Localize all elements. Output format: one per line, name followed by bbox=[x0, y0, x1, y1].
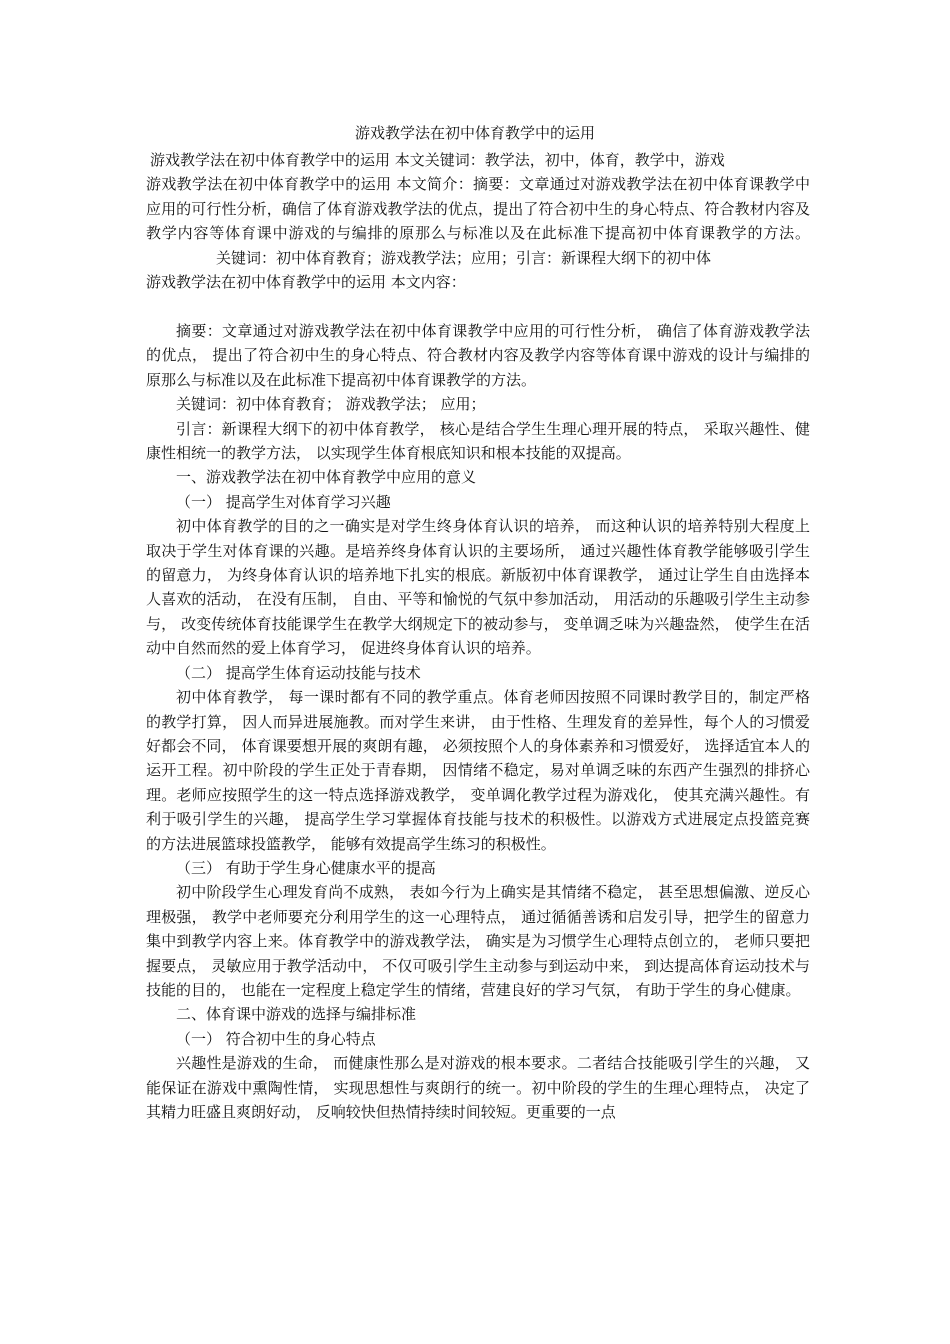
subsection-heading: （一） 符合初中生的身心特点 bbox=[176, 1029, 376, 1048]
meta-keywords: 游戏教学法在初中体育教学中的运用 本文关键词：教学法，初中，体育，教学中，游戏 bbox=[150, 151, 725, 169]
meta-content-label: 游戏教学法在初中体育教学中的运用 本文内容： bbox=[146, 273, 466, 292]
body-paragraph: 初中体育教学， 每一课时都有不同的教学重点。体育老师因按照不同课时教学目的，制定严格的教学打算， 因人而异进展施教。而对学生来讲， 由于性格、生理发育的差异性，每个人的习惯爱好都会不同， 体育课要想开展的爽朗有趣， 必须按照个人的身体素养和习惯爱好， 选择适宜本人的运开工程。初中阶段的学生正处于青春期， 因情绪不稳定，易对单调乏味的东西产生强烈的排挤心理。老师应按照学生的这一特点选择游戏教学， 变单调化教学过程为游戏化， 使其充满兴趣性。有利于吸引学生的兴趣， 提高学生学习掌握体育技能与技术的积极性。以游戏方式进展定点投篮竞赛的方法进展篮球投篮教学， 能够有效提高学生练习的积极性。 bbox=[146, 688, 810, 853]
body-paragraph: 初中阶段学生心理发育尚不成熟， 表如今行为上确实是其情绪不稳定， 甚至思想偏激、逆反心理极强， 教学中老师要充分利用学生的这一心理特点， 通过循循善诱和启发引导，把学生的留意力集中到教学内容上来。体育教学中的游戏教学法， 确实是为习惯学生心理特点创立的， 老师只要把握要点， 灵敏应用于教学活动中， 不仅可吸引学生主动参与到运动中来， 到达提高体育运动技术与技能的目的， 也能在一定程度上稳定学生的情绪，营建良好的学习气氛， 有助于学生的身心健康。 bbox=[146, 883, 810, 999]
subsection-heading: （三） 有助于学生身心健康水平的提高 bbox=[176, 858, 436, 877]
subsection-heading: （二） 提高学生体育运动技能与技术 bbox=[176, 663, 421, 682]
body-paragraph: 初中体育教学的目的之一确实是对学生终身体育认识的培养， 而这种认识的培养特别大程度上取决于学生对体育课的兴趣。是培养终身体育认识的主要场所， 通过兴趣性体育教学能够吸引学生的留意力， 为终身体育认识的培养地下扎实的根底。新版初中体育课教学， 通过让学生自由选择本人喜欢的活动， 在没有压制， 自由、平等和愉悦的气氛中参加活动， 用活动的乐趣吸引学生主动参与， 改变传统体育技能课学生在教学大纲规定下的被动参与， 变单调乏味为兴趣盎然， 使学生在活动中自然而然的爱上体育学习， 促进终身体育认识的培养。 bbox=[146, 517, 810, 658]
keywords-paragraph: 关键词：初中体育教育； 游戏教学法； 应用； bbox=[176, 395, 486, 414]
section-heading: 一、游戏教学法在初中体育教学中应用的意义 bbox=[176, 468, 477, 487]
meta-summary-text: 游戏教学法在初中体育教学中的运用 本文简介：摘要：文章通过对游戏教学法在初中体育课教学中应用的可行性分析，确信了体育游戏教学法的优点，提出了符合初中生的身心特点、符合教材内容及教学内容等体育课中游戏的与编排的原那么与标准以及在此标准下提高初中体育课教学的方法。 bbox=[146, 175, 810, 243]
document-body bbox=[146, 319, 810, 1124]
meta-summary-keywords: 关键词：初中体育教育；游戏教学法；应用；引言：新课程大纲下的初中体 bbox=[216, 248, 712, 267]
document-meta bbox=[146, 148, 810, 294]
subsection-heading: （一） 提高学生对体育学习兴趣 bbox=[176, 492, 391, 511]
intro-paragraph: 引言：新课程大纲下的初中体育教学， 核心是结合学生生理心理开展的特点， 采取兴趣性、健康性相统一的教学方法， 以实现学生体育根底知识和根本技能的双提高。 bbox=[146, 419, 810, 463]
body-paragraph: 兴趣性是游戏的生命， 而健康性那么是对游戏的根本要求。二者结合技能吸引学生的兴趣， 又能保证在游戏中熏陶性情， 实现思想性与爽朗行的统一。初中阶段的学生的生理心理特点， 决定了其精力旺盛且爽朗好动， 反响较快但热情持续时间较短。更重要的一点 bbox=[146, 1054, 810, 1121]
section-heading: 二、体育课中游戏的选择与编排标准 bbox=[176, 1005, 417, 1024]
document-title: 游戏教学法在初中体育教学中的运用 bbox=[354, 124, 595, 142]
meta-summary bbox=[146, 172, 810, 270]
abstract-paragraph: 摘要：文章通过对游戏教学法在初中体育课教学中应用的可行性分析， 确信了体育游戏教学法的优点， 提出了符合初中生的身心特点、符合教材内容及教学内容等体育课中游戏的设计与编排的原那么与标准以及在此标准下提高初中体育课教学的方法。 bbox=[146, 322, 810, 389]
